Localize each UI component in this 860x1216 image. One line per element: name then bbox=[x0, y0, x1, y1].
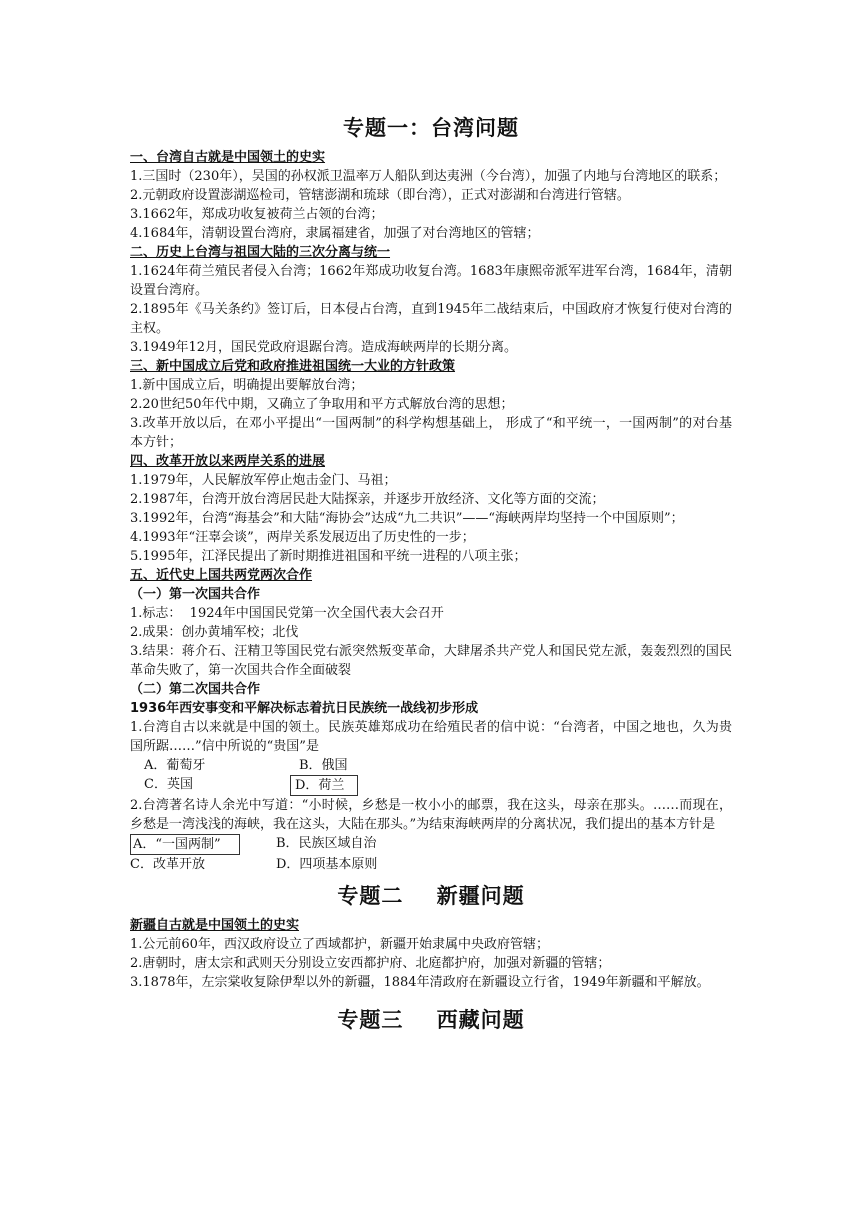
tibet-title: 专题三 西藏问题 bbox=[337, 1008, 525, 1032]
taiwan-s4-item-5: 5.1995年，江泽民提出了新时期推进祖国和平统一进程的八项主张； bbox=[130, 549, 527, 564]
taiwan-s1-item-3: 3.1662年，郑成功收复被荷兰占领的台湾； bbox=[130, 207, 384, 222]
xinjiang-heading-wrap bbox=[130, 916, 732, 935]
question-2-option-d: D．四项基本原则 bbox=[276, 857, 378, 872]
taiwan-s5-sub2-heading: （二）第二次国共合作 bbox=[130, 682, 261, 697]
taiwan-s4-heading-wrap bbox=[130, 452, 732, 471]
question-2-options-row-1 bbox=[130, 834, 732, 855]
taiwan-s1-item-2: 2.元朝政府设置澎湖巡检司，管辖澎湖和琉球（即台湾），正式对澎湖和台湾进行管辖。 bbox=[130, 188, 630, 203]
question-1-option-b: B．俄国 bbox=[299, 758, 348, 773]
taiwan-s2-heading: 二、历史上台湾与祖国大陆的三次分离与统一 bbox=[130, 245, 391, 260]
question-1-option-d-boxed: D．荷兰 bbox=[290, 775, 358, 796]
xinjiang-item-3: 3.1878年，左宗棠收复除伊犁以外的新疆，1884年清政府在新疆设立行省，1949年新疆和平解放。 bbox=[130, 975, 710, 990]
taiwan-s4-item-3: 3.1992年，台湾“海基会”和大陆“海协会”达成“九二共识”——“海峡两岸均坚持一个中国原则”； bbox=[130, 511, 684, 526]
taiwan-s4-item-2: 2.1987年，台湾开放台湾居民赴大陆探亲，并逐步开放经济、文化等方面的交流； bbox=[130, 492, 605, 507]
taiwan-s4-item-4: 4.1993年“汪辜会谈”，两岸关系发展迈出了历史性的一步； bbox=[130, 530, 475, 545]
question-1-options-row-1 bbox=[130, 756, 732, 775]
taiwan-s5-heading: 五、近代史上国共两党两次合作 bbox=[130, 568, 313, 583]
taiwan-s1-item-4: 4.1684年，清朝设置台湾府，隶属福建省，加强了对台湾地区的管辖； bbox=[130, 226, 540, 241]
taiwan-s5-sub1-heading: （一）第一次国共合作 bbox=[130, 587, 261, 602]
taiwan-title: 专题一：台湾问题 bbox=[343, 116, 519, 140]
taiwan-s4-item-1: 1.1979年，人民解放军停止炮击金门、马祖； bbox=[130, 473, 397, 488]
taiwan-s2-item-3: 3.1949年12月，国民党政府退踞台湾。造成海峡两岸的长期分离。 bbox=[130, 340, 518, 355]
taiwan-s1-item-1: 1.三国时（230年），吴国的孙权派卫温率万人船队到达夷洲（今台湾），加强了内地与台湾地区的联系； bbox=[130, 169, 727, 184]
taiwan-s5-heading-wrap bbox=[130, 566, 732, 585]
question-2-stem: 2.台湾著名诗人余光中写道：“小时候，乡愁是一枚小小的邮票，我在这头，母亲在那头。……而现在，乡愁是一湾浅浅的海峡，我在这头，大陆在那头。”为结束海峡两岸的分离状况，我们提出的基本方针是 bbox=[130, 798, 732, 832]
taiwan-s3-item-2: 2.20世纪50年代中期，又确立了争取用和平方式解放台湾的思想； bbox=[130, 397, 514, 412]
taiwan-s3-heading-wrap bbox=[130, 357, 732, 376]
xinjiang-heading: 新疆自古就是中国领土的史实 bbox=[130, 918, 300, 933]
taiwan-s3-item-3: 3.改革开放以后，在邓小平提出“一国两制”的科学构想基础上， 形成了“和平统一，一国两制”的对台基本方针； bbox=[130, 416, 732, 450]
question-2-options-row-2 bbox=[130, 855, 732, 874]
taiwan-s2-heading-wrap bbox=[130, 243, 732, 262]
question-1-stem: 1.台湾自古以来就是中国的领土。民族英雄郑成功在给殖民者的信中说：“台湾者，中国之地也，久为贵国所踞……”信中所说的“贵国”是 bbox=[130, 720, 732, 754]
taiwan-s5-sub2-bold-line: 1936年西安事变和平解决标志着抗日民族统一战线初步形成 bbox=[130, 701, 479, 716]
taiwan-s3-item-1: 1.新中国成立后，明确提出要解放台湾； bbox=[130, 378, 364, 393]
question-2-option-b: B．民族区域自治 bbox=[276, 836, 377, 851]
question-1-option-a: A．葡萄牙 bbox=[144, 758, 206, 773]
taiwan-s1-heading: 一、台湾自古就是中国领土的史实 bbox=[130, 150, 326, 165]
taiwan-s2-item-1: 1.1624年荷兰殖民者侵入台湾；1662年郑成功收复台湾。1683年康熙帝派军进军台湾，1684年，清朝设置台湾府。 bbox=[130, 264, 732, 298]
taiwan-s1-heading-wrap bbox=[130, 148, 732, 167]
xinjiang-title: 专题二 新疆问题 bbox=[337, 884, 525, 908]
taiwan-s3-heading: 三、新中国成立后党和政府推进祖国统一大业的方针政策 bbox=[130, 359, 456, 374]
taiwan-s4-heading: 四、改革开放以来两岸关系的进展 bbox=[130, 454, 326, 469]
taiwan-s5-sub1-item-3: 3.结果：蒋介石、汪精卫等国民党右派突然叛变革命，大肆屠杀共产党人和国民党左派，轰轰烈烈的国民革命失败了，第一次国共合作全面破裂 bbox=[130, 644, 732, 678]
xinjiang-item-1: 1.公元前60年，西汉政府设立了西域都护，新疆开始隶属中央政府管辖； bbox=[130, 937, 549, 952]
question-2-option-c: C．改革开放 bbox=[130, 857, 205, 872]
question-1-option-c: C．英国 bbox=[144, 777, 193, 792]
taiwan-s5-sub1-item-2: 2.成果：创办黄埔军校；北伐 bbox=[130, 625, 299, 640]
xinjiang-item-2: 2.唐朝时，唐太宗和武则天分别设立安西都护府、北庭都护府，加强对新疆的管辖； bbox=[130, 956, 611, 971]
question-2-option-a-boxed: A．“一国两制” bbox=[130, 834, 240, 855]
taiwan-s5-sub1-item-1: 1.标志： 1924年中国国民党第一次全国代表大会召开 bbox=[130, 606, 444, 621]
question-1-options-row-2 bbox=[130, 775, 732, 796]
taiwan-s2-item-2: 2.1895年《马关条约》签订后，日本侵占台湾，直到1945年二战结束后，中国政府才恢复行使对台湾的主权。 bbox=[130, 302, 732, 336]
